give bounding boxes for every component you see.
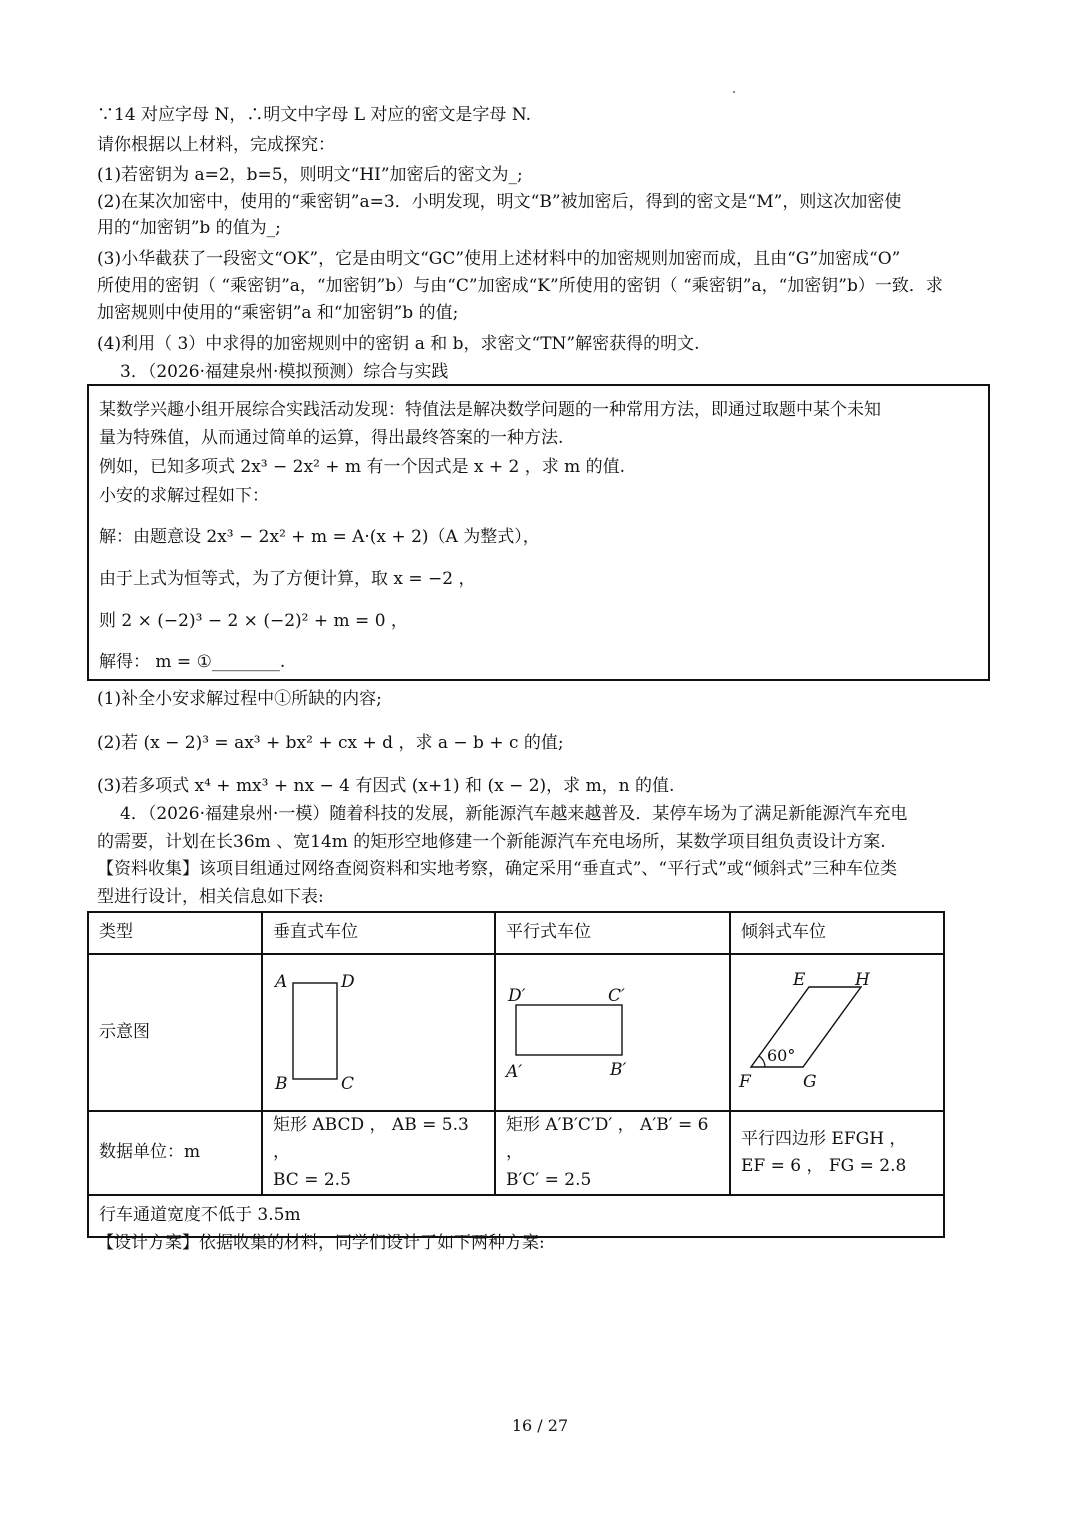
- parallel-diagram-cell: [495, 954, 730, 1111]
- vertical-diagram-cell: [262, 954, 495, 1111]
- question-part-3-cont: 所使用的密钥（ “乘密钥”a，“加密钥”b）与由“C”加密成“K”所使用的密钥（ “乘密钥”a，“加密钥”b）一致．求: [97, 276, 943, 296]
- rect-abcd-prime: [516, 1005, 622, 1055]
- parking-info-table: [87, 911, 945, 1238]
- rect-abcd: [293, 983, 337, 1079]
- intro-line-1: ∵14 对应字母 N，∴明文中字母 L 对应的密文是字母 N.: [97, 105, 532, 125]
- design-plan-line: 【设计方案】依据收集的材料，同学们设计了如下两种方案:: [97, 1233, 545, 1253]
- label-g: G: [803, 1072, 817, 1092]
- q4-line-4: 型进行设计，相关信息如下表:: [97, 887, 324, 907]
- label-d: D: [341, 972, 355, 992]
- vertical-data-line-1: 矩形 ABCD ， AB = 5.3 ，: [273, 1115, 469, 1163]
- box-line-2: 量为特殊值，从而通过简单的运算，得出最终答案的一种方法.: [99, 428, 564, 448]
- inclined-diagram-cell: [730, 954, 944, 1111]
- label-b-prime: B′: [610, 1060, 627, 1080]
- label-c-prime: C′: [608, 986, 625, 1006]
- inclined-parking-diagram: [731, 955, 943, 1101]
- inclined-data-cell: [730, 1111, 944, 1195]
- label-d-prime: D′: [508, 986, 526, 1006]
- q4-line-3: 【资料收集】该项目组通过网络查阅资料和实地考察，确定采用“垂直式”、“平行式”或“倾斜式”三种车位类: [97, 859, 898, 879]
- box-line-7: 则 2 × (−2)³ − 2 × (−2)² + m = 0 ，: [99, 611, 408, 631]
- question-part-3-cont2: 加密规则中使用的“乘密钥”a 和“加密钥”b 的值;: [97, 303, 459, 323]
- box-line-1: 某数学兴趣小组开展综合实践活动发现：特值法是解决数学问题的一种常用方法，即通过取题中某个未知: [99, 400, 881, 420]
- table-header-vertical: 垂直式车位: [262, 912, 495, 954]
- table-header-inclined: 倾斜式车位: [730, 912, 944, 954]
- page-number: 16 / 27: [511, 1416, 569, 1435]
- parallel-data-line-1: 矩形 A′B′C′D′ ， A′B′ = 6 ，: [506, 1115, 709, 1163]
- table-header-row: [88, 912, 944, 954]
- box-line-6: 由于上式为恒等式，为了方便计算，取 x = −2 ，: [99, 569, 476, 589]
- lane-width-note: 行车通道宽度不低于 3.5m: [88, 1195, 944, 1237]
- data-unit-label: 数据单位：m: [88, 1111, 262, 1195]
- table-diagram-row: [88, 954, 944, 1111]
- box-line-4: 小安的求解过程如下：: [99, 486, 269, 506]
- intro-line-2: 请你根据以上材料，完成探究：: [97, 135, 335, 155]
- label-a: A: [275, 972, 288, 992]
- q3-part-2: (2)若 (x − 2)³ = ax³ + bx² + cx + d ，求 a − b + c 的值;: [97, 733, 564, 753]
- q4-line-2: 的需要，计划在长36m 、宽14m 的矩形空地修建一个新能源汽车充电场所，某数学项目组负责设计方案.: [97, 832, 886, 852]
- table-header-type: 类型: [88, 912, 262, 954]
- angle-60-label: 60°: [767, 1046, 796, 1065]
- label-b: B: [275, 1074, 288, 1094]
- box-line-3: 例如，已知多项式 2x³ − 2x² + m 有一个因式是 x + 2 ，求 m 的值.: [99, 457, 626, 477]
- parallel-data-cell: [495, 1111, 730, 1195]
- vertical-data-line-2: BC = 2.5: [273, 1169, 351, 1190]
- vertical-parking-diagram: [263, 955, 494, 1101]
- q3-part-1: (1)补全小安求解过程中①所缺的内容;: [97, 689, 382, 709]
- angle-arc: [759, 1056, 765, 1067]
- table-note-row: [88, 1195, 944, 1237]
- inclined-data-line-2: EF = 6 ， FG = 2.8: [741, 1155, 907, 1176]
- question-part-4: (4)利用（ 3）中求得的加密规则中的密钥 a 和 b，求密文“TN”解密获得的明文.: [97, 334, 700, 354]
- label-f: F: [739, 1072, 751, 1092]
- table-data-row: [88, 1111, 944, 1195]
- diagram-label: 示意图: [88, 954, 262, 1111]
- label-e: E: [793, 970, 806, 990]
- box-line-5: 解：由题意设 2x³ − 2x² + m = A·(x + 2)（A 为整式），: [99, 527, 540, 547]
- practice-box: [87, 384, 990, 681]
- table-header-parallel: 平行式车位: [495, 912, 730, 954]
- question-part-2: (2)在某次加密中，使用的“乘密钥”a=3．小明发现，明文“B”被加密后，得到的密文是“M”，则这次加密使: [97, 192, 902, 212]
- question-part-2-cont: 用的“加密钥”b 的值为_;: [97, 218, 281, 238]
- parallel-data-line-2: B′C′ = 2.5: [506, 1169, 592, 1190]
- q3-heading: 3．（2026·福建泉州·模拟预测）综合与实践: [120, 362, 449, 382]
- label-h: H: [855, 970, 870, 990]
- vertical-data-cell: [262, 1111, 495, 1195]
- q4-line-1: 4．（2026·福建泉州·一模）随着科技的发展，新能源汽车越来越普及．某停车场为了满足新能源汽车充电: [120, 804, 908, 824]
- box-line-8: 解得： m = ①________.: [99, 652, 286, 672]
- label-a-prime: A′: [506, 1062, 523, 1082]
- question-part-3: (3)小华截获了一段密文“OK”，它是由明文“GC”使用上述材料中的加密规则加密而成，且由“G”加密成“O”: [97, 249, 901, 269]
- question-part-1: (1)若密钥为 a=2，b=5，则明文“HI”加密后的密文为_;: [97, 165, 523, 185]
- label-c: C: [341, 1074, 355, 1094]
- parallel-parking-diagram: [496, 955, 729, 1101]
- scan-speck: [733, 91, 735, 93]
- q3-part-3: (3)若多项式 x⁴ + mx³ + nx − 4 有因式 (x+1) 和 (x − 2)，求 m，n 的值.: [97, 776, 675, 796]
- inclined-data-line-1: 平行四边形 EFGH ，: [741, 1128, 907, 1149]
